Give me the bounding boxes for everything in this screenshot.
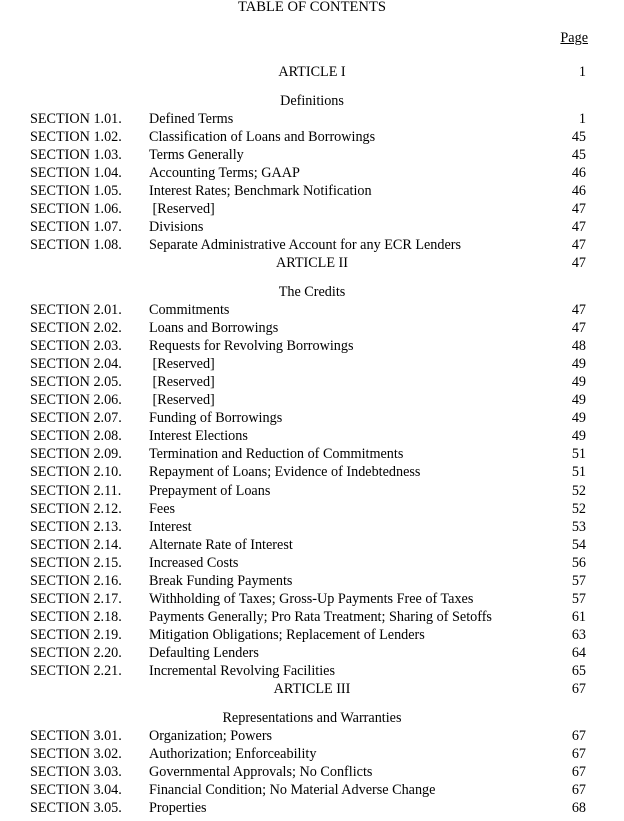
section-page-number: 54	[571, 537, 586, 553]
section-number: SECTION 1.04.	[30, 165, 122, 181]
section-caption: [Reserved]	[149, 356, 215, 372]
article-name: Representations and Warranties	[222, 710, 402, 726]
section-caption: Commitments	[149, 302, 230, 318]
section-caption: Authorization; Enforceability	[149, 746, 317, 762]
section-page-number: 47	[571, 201, 586, 217]
section-caption: [Reserved]	[149, 201, 215, 217]
section-number: SECTION 2.19.	[30, 627, 122, 643]
section-number: SECTION 1.03.	[30, 147, 122, 163]
section-caption: Separate Administrative Account for any ECR Lenders	[149, 237, 462, 253]
section-caption: Interest Rates; Benchmark Notification	[149, 183, 372, 199]
section-caption: Accounting Terms; GAAP	[149, 165, 300, 181]
section-caption: Divisions	[149, 219, 204, 235]
section-page-number: 47	[571, 219, 586, 235]
section-page-number: 67	[571, 764, 586, 780]
section-caption: Properties	[149, 800, 207, 816]
section-number: SECTION 1.08.	[30, 237, 122, 253]
section-page-number: 47	[571, 320, 586, 336]
article-page-number: 1	[578, 64, 586, 80]
section-caption: Requests for Revolving Borrowings	[149, 338, 354, 354]
section-caption: Prepayment of Loans	[149, 483, 271, 499]
section-page-number: 48	[571, 338, 586, 354]
section-number: SECTION 2.05.	[30, 374, 122, 390]
section-number: SECTION 2.20.	[30, 645, 122, 661]
article-heading: ARTICLE III	[273, 681, 351, 697]
section-caption: Withholding of Taxes; Gross-Up Payments Free of Taxes	[149, 591, 474, 607]
section-number: SECTION 2.21.	[30, 663, 122, 679]
section-page-number: 56	[571, 555, 586, 571]
section-number: SECTION 2.07.	[30, 410, 122, 426]
section-page-number: 64	[571, 645, 586, 661]
section-number: SECTION 2.06.	[30, 392, 122, 408]
section-caption: Financial Condition; No Material Adverse Change	[149, 782, 436, 798]
section-caption: Governmental Approvals; No Conflicts	[149, 764, 373, 780]
section-caption: Interest	[149, 519, 192, 535]
section-number: SECTION 2.14.	[30, 537, 122, 553]
section-page-number: 1	[578, 111, 586, 127]
section-caption: [Reserved]	[149, 392, 215, 408]
section-number: SECTION 2.16.	[30, 573, 122, 589]
section-page-number: 46	[571, 165, 586, 181]
section-number: SECTION 1.02.	[30, 129, 122, 145]
section-number: SECTION 2.09.	[30, 446, 122, 462]
section-number: SECTION 3.03.	[30, 764, 122, 780]
section-caption: Increased Costs	[149, 555, 239, 571]
article-heading: ARTICLE II	[275, 255, 349, 271]
section-page-number: 46	[571, 183, 586, 199]
section-page-number: 49	[571, 410, 586, 426]
section-caption: Fees	[149, 501, 176, 517]
section-number: SECTION 2.18.	[30, 609, 122, 625]
section-caption: Alternate Rate of Interest	[149, 537, 293, 553]
article-name: Definitions	[280, 93, 344, 109]
section-page-number: 49	[571, 392, 586, 408]
section-page-number: 67	[571, 728, 586, 744]
section-number: SECTION 2.02.	[30, 320, 122, 336]
section-page-number: 57	[571, 573, 586, 589]
toc-title: TABLE OF CONTENTS	[237, 0, 386, 15]
article-page-number: 47	[571, 255, 586, 271]
section-caption: Payments Generally; Pro Rata Treatment; Sharing of Setoffs	[149, 609, 492, 625]
section-caption: Defined Terms	[149, 111, 234, 127]
section-caption: Break Funding Payments	[149, 573, 293, 589]
section-number: SECTION 3.01.	[30, 728, 122, 744]
article-heading: ARTICLE I	[278, 64, 346, 80]
section-page-number: 51	[571, 464, 586, 480]
section-page-number: 49	[571, 356, 586, 372]
section-page-number: 68	[571, 800, 586, 816]
section-number: SECTION 2.03.	[30, 338, 122, 354]
section-page-number: 52	[571, 483, 586, 499]
article-page-number: 67	[571, 681, 586, 697]
section-page-number: 53	[571, 519, 586, 535]
section-page-number: 67	[571, 746, 586, 762]
section-page-number: 61	[571, 609, 586, 625]
article-name: The Credits	[278, 284, 346, 300]
section-number: SECTION 3.04.	[30, 782, 122, 798]
section-number: SECTION 1.01.	[30, 111, 122, 127]
page-column-header: Page	[560, 30, 588, 46]
section-caption: Organization; Powers	[149, 728, 273, 744]
section-number: SECTION 3.05.	[30, 800, 122, 816]
section-caption: Funding of Borrowings	[149, 410, 283, 426]
section-page-number: 47	[571, 302, 586, 318]
section-number: SECTION 2.04.	[30, 356, 122, 372]
section-caption: Terms Generally	[149, 147, 244, 163]
section-number: SECTION 2.17.	[30, 591, 122, 607]
section-number: SECTION 2.12.	[30, 501, 122, 517]
section-number: SECTION 2.10.	[30, 464, 122, 480]
section-caption: Defaulting Lenders	[149, 645, 259, 661]
section-page-number: 51	[571, 446, 586, 462]
section-page-number: 63	[571, 627, 586, 643]
section-page-number: 45	[571, 147, 586, 163]
section-caption: [Reserved]	[149, 374, 215, 390]
section-number: SECTION 1.06.	[30, 201, 122, 217]
section-number: SECTION 2.15.	[30, 555, 122, 571]
section-number: SECTION 2.13.	[30, 519, 122, 535]
section-number: SECTION 2.01.	[30, 302, 122, 318]
section-caption: Termination and Reduction of Commitments	[149, 446, 404, 462]
section-page-number: 45	[571, 129, 586, 145]
section-page-number: 67	[571, 782, 586, 798]
section-number: SECTION 3.02.	[30, 746, 122, 762]
section-number: SECTION 1.05.	[30, 183, 122, 199]
section-page-number: 57	[571, 591, 586, 607]
section-caption: Incremental Revolving Facilities	[149, 663, 335, 679]
section-caption: Classification of Loans and Borrowings	[149, 129, 376, 145]
section-caption: Loans and Borrowings	[149, 320, 279, 336]
section-page-number: 49	[571, 428, 586, 444]
section-caption: Interest Elections	[149, 428, 248, 444]
section-number: SECTION 1.07.	[30, 219, 122, 235]
section-page-number: 52	[571, 501, 586, 517]
section-page-number: 49	[571, 374, 586, 390]
section-number: SECTION 2.11.	[30, 483, 122, 499]
section-caption: Mitigation Obligations; Replacement of Lenders	[149, 627, 425, 643]
section-caption: Repayment of Loans; Evidence of Indebtedness	[149, 464, 421, 480]
section-page-number: 65	[571, 663, 586, 679]
section-number: SECTION 2.08.	[30, 428, 122, 444]
section-page-number: 47	[571, 237, 586, 253]
